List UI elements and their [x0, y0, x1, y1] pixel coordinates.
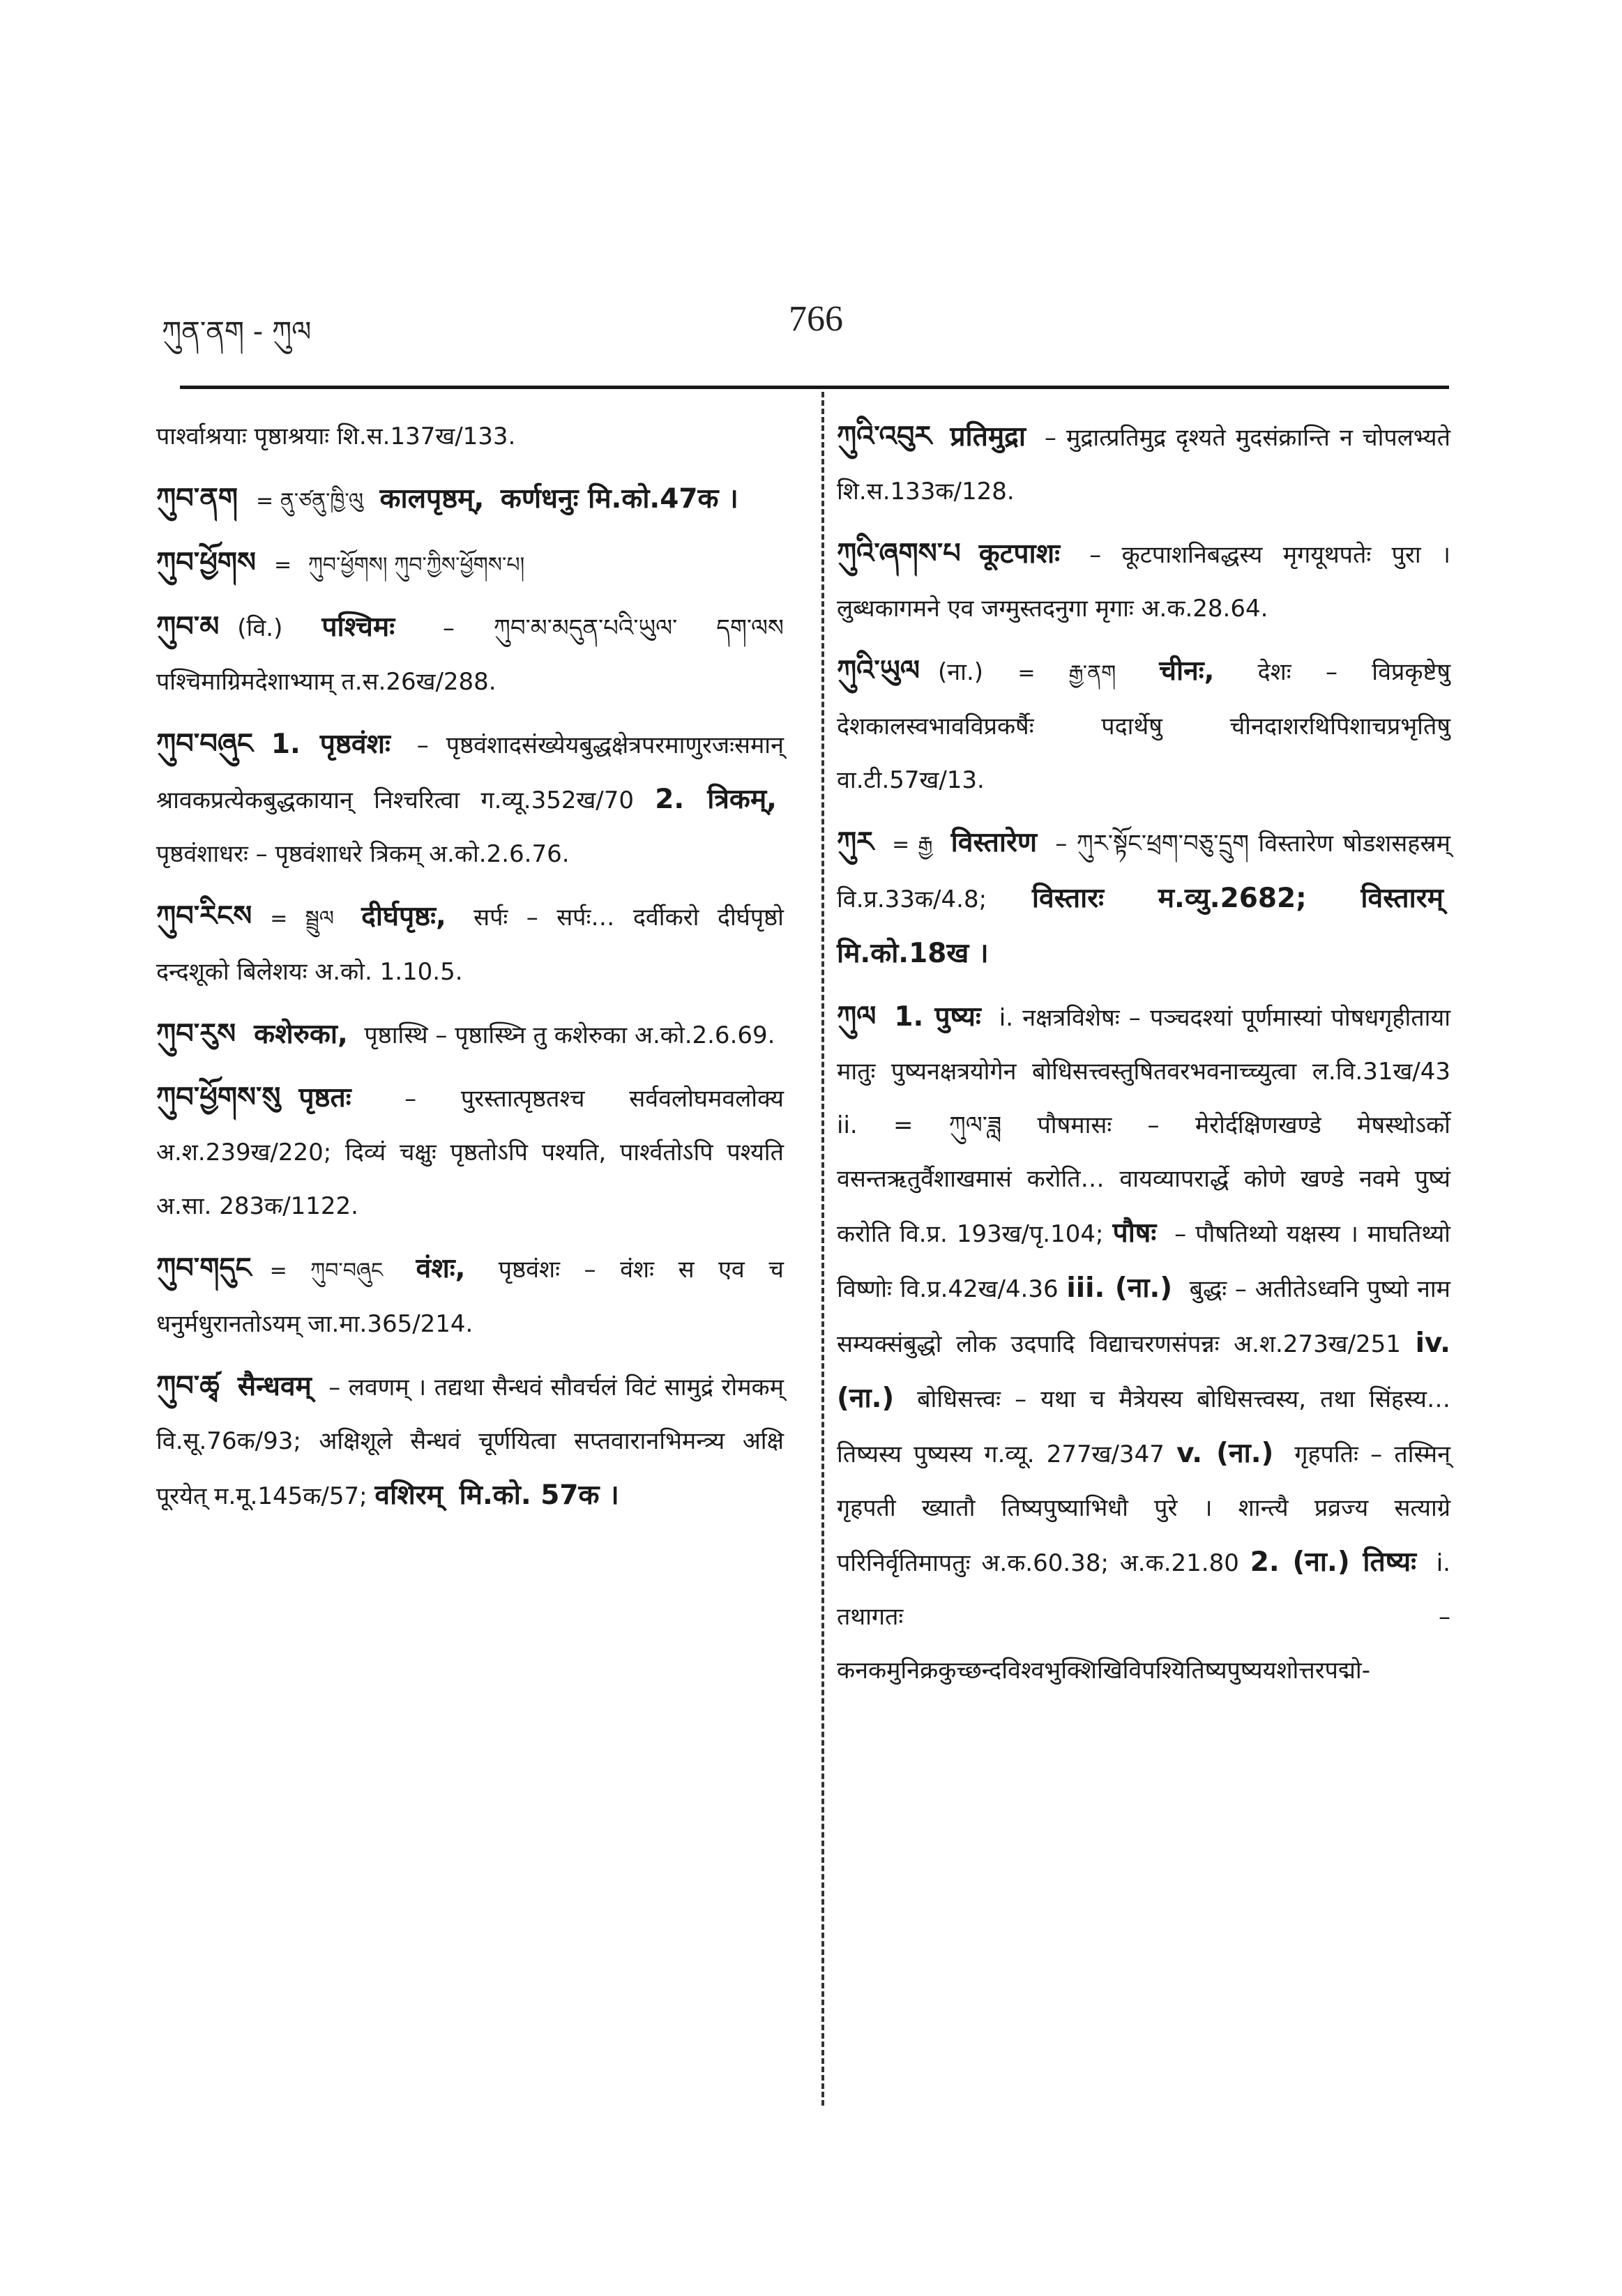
- definition-text: बुद्धः – अतीतेऽध्वनि पुष्यो नाम सम्यक्संबुद्धो लोक उदपादि विद्याचरणसंपन्नः अ.श.273ख/251: [837, 1275, 1450, 1358]
- headword: ཀུབ་ཕྱོགས་སུ: [156, 1081, 281, 1113]
- dictionary-entry: [156, 890, 784, 999]
- tibetan-equivalent: ཀུབ་ཕྱོགས། ཀུབ་ཀྱིས་ཕྱོགས་པ།: [308, 553, 525, 577]
- dictionary-entry: [837, 816, 1450, 982]
- sanskrit-equivalent: दीर्घपृष्ठः,: [361, 901, 467, 932]
- headword: ཀུབ་རིངས: [156, 900, 252, 932]
- dictionary-entry: [156, 472, 784, 528]
- sanskrit-equivalent: मि.को. 57क ।: [459, 1480, 619, 1511]
- sanskrit-equivalent: 2. (ना.) तिष्यः: [1250, 1546, 1430, 1578]
- dictionary-entry: [837, 410, 1450, 519]
- definition-text: – पुरस्तात्पृष्ठतश्च सर्ववलोघमवलोक्य अ.श.239ख/220; दिव्यं चक्षुः पृष्ठतोऽपि पश्यति, पार्श्वतोऽपि पश्यति अ.सा. 283क/1122.: [156, 1085, 784, 1220]
- sanskrit-equivalent: म.व्यु.2682;: [1158, 883, 1354, 914]
- sanskrit-equivalent: iv. (ना.): [837, 1328, 1450, 1414]
- definition-text: – लवणम् । तद्यथा सैन्धवं सौवर्चलं विटं सामुद्रं रोमकम् वि.सू.76क/93; अक्षिशूले सैन्धवं चूर्णयित्वा सप्तवारानभिमन्त्र्य अक्षि पूरयेत् म.मू.145क/57;: [156, 1374, 784, 1510]
- definition-text: (वि.): [237, 614, 322, 642]
- definition-text: – मुद्रात्प्रतिमुद्र दृश्यते मुदसंक्रान्ति न चोपलभ्यते शि.स.133क/128.: [837, 424, 1451, 505]
- sanskrit-equivalent: पश्चिमः: [321, 611, 436, 643]
- running-head: ཀུན་ནག - ཀུལ: [162, 316, 312, 348]
- sanskrit-equivalent: 1. पृष्ठवंशः: [271, 729, 410, 760]
- definition-text: – ཀུབ་མ་མདུན་པའི་ཡུལ་ དག་ལས पश्चिमाग्रिमदेशाभ्याम् त.स.26ख/288.: [156, 614, 784, 696]
- dictionary-entry: [156, 600, 784, 709]
- sanskrit-equivalent: वंशः,: [416, 1253, 492, 1284]
- tibetan-equivalent: = ཀུབ་བཞུང: [269, 1259, 407, 1283]
- sanskrit-equivalent: कालपृष्ठम्,: [379, 483, 494, 515]
- definition-text: बोधिसत्त्वः – यथा च मैत्रेयस्य बोधिसत्त्वस्य, तथा सिंहस्य… तिष्यस्य पुष्यस्य ग.व्यू. 277ख/347: [837, 1385, 1450, 1468]
- right-column: [837, 410, 1450, 1706]
- tibetan-equivalent: = རྒྱ: [892, 833, 941, 857]
- definition-text: पृष्ठास्थि – पृष्ठास्थ्नि तु कशेरुका अ.को.2.6.69.: [364, 1021, 775, 1049]
- definition-text: – पृष्ठवंशादसंख्येयबुद्धक्षेत्रपरमाणुरजःसमान् श्रावकप्रत्येकबुद्धकायान् निश्चरित्वा ग.व्यू.352ख/70: [156, 731, 784, 814]
- tibetan-equivalent: = ནུ་ཙནུ་ཁྱི་ལུ: [256, 489, 370, 513]
- sanskrit-equivalent: विस्तारम्: [1360, 883, 1443, 914]
- headword: ཀུའི་ཞགས་པ: [837, 538, 961, 570]
- dictionary-entry: [156, 1008, 784, 1063]
- sanskrit-equivalent: v. (ना.): [1176, 1438, 1288, 1469]
- definition-text: – कूटपाशनिबद्धस्य मृगयूथपतेः पुरा । लुब्धकागमने एव जग्मुस्तदनुगा मृगाः अ.क.28.64.: [837, 541, 1450, 623]
- headword: ཀུལ: [837, 1001, 877, 1033]
- definition-text: देशः – विप्रकृष्टेषु देशकालस्वभावविप्रकर्षैः पदार्थेषु चीनदाशरथिपिशाचप्रभृतिषु वा.टी.57ख/13.: [837, 658, 1450, 794]
- dictionary-entry: [837, 527, 1450, 636]
- sanskrit-equivalent: सैन्धवम्: [237, 1371, 322, 1402]
- sanskrit-equivalent: कशेरुका,: [254, 1019, 358, 1050]
- sanskrit-equivalent: विस्तारः: [1031, 883, 1151, 914]
- tibetan-equivalent: = སྦྲུལ: [270, 906, 352, 931]
- headword: ཀུབ་ཚྭ: [156, 1370, 220, 1402]
- sanskrit-equivalent: iii. (ना.): [1066, 1272, 1183, 1304]
- definition-text: पृष्ठवंशः – वंशः स एव च धनुर्मधुरानतोऽयम् जा.मा.365/214.: [156, 1256, 784, 1338]
- column-divider: [821, 392, 824, 2106]
- sanskrit-equivalent: पृष्ठतः: [298, 1082, 398, 1113]
- sanskrit-equivalent: कूटपाशः: [978, 538, 1083, 570]
- definition-text: – पौषतिथ्यो यक्षस्य । माघतिथ्यो विष्णोः वि.प्र.42ख/4.36: [837, 1220, 1450, 1303]
- headword: ཀུར: [837, 826, 874, 858]
- definition-text: गृहपतिः – तस्मिन् गृहपती ख्यातौ तिष्यपुष्याभिधौ पुरे । शान्त्यै प्रव्रज्य सत्याग्रे परिनिर्वृतिमापतुः अ.क.60.38; अ.क.21.80: [837, 1440, 1450, 1577]
- page-number: 766: [789, 299, 843, 339]
- sanskrit-equivalent: 2. त्रिकम्,: [655, 784, 777, 815]
- dictionary-entry: [156, 536, 784, 592]
- dictionary-entry: [156, 410, 784, 464]
- definition-text: पार्श्वाश्रयाः पृष्ठाश्रयाः शि.स.137ख/133.: [156, 423, 516, 450]
- dictionary-entry: [156, 717, 784, 881]
- headword: ཀུའི་འབུར: [837, 420, 932, 453]
- headword: ཀུབ་ཕྱོགས: [156, 547, 256, 579]
- sanskrit-equivalent: प्रतिमुद्रा: [950, 421, 1038, 453]
- sanskrit-equivalent: 1. पुष्यः: [894, 1001, 992, 1033]
- headword: ཀུབ་རུས: [156, 1018, 236, 1050]
- dictionary-entry: [837, 990, 1450, 1698]
- definition-text: पृष्ठवंशाधरः – पृष्ठवंशाधरे त्रिकम् अ.को.2.6.76.: [156, 840, 570, 868]
- dictionary-entry: [156, 1360, 784, 1523]
- dictionary-entry: [837, 644, 1450, 807]
- sanskrit-equivalent: पौषः: [1112, 1217, 1168, 1249]
- definition-text: सर्पः – सर्पः… दर्वीकरो दीर्घपृष्ठो दन्दशूको बिलेशयः अ.को. 1.10.5.: [156, 904, 784, 986]
- definition-text: ii. = ཀུལ་ཟླ: [837, 1111, 1038, 1139]
- definition-text: (ना.): [938, 658, 1018, 686]
- definition-text: i. नक्षत्रविशेषः – पञ्चदश्यां पूर्णमास्यां पोषधगृहीताया मातुः पुष्यनक्षत्रयोगेन बोधिसत्त्वस्तुषितवरभवनाच्च्युत्वा ल.वि.31ख/43: [837, 1004, 1451, 1086]
- definition-text: i. तथागतः – कनकमुनिक्रकुच्छन्दविश्वभुक्शिखिविपश्यितिष्यपुष्ययशोत्तरपद्मो-: [837, 1549, 1450, 1685]
- sanskrit-equivalent: चीनः,: [1159, 655, 1251, 687]
- tibetan-equivalent: =: [274, 553, 298, 577]
- dictionary-entry: [156, 1242, 784, 1351]
- headword: ཀུབ་ནག: [156, 482, 238, 515]
- sanskrit-equivalent: विस्तारेण: [950, 827, 1049, 858]
- headword: ཀུའི་ཡུལ: [837, 655, 920, 687]
- sanskrit-equivalent: वशिरम्: [374, 1480, 453, 1511]
- definition-text: पौषमासः – मेरोर्दक्षिणखण्डे मेषस्थोऽर्को वसन्तऋतुर्वैशाखमासं करोति… वायव्यापरार्द्धे कोणे खण्डे नवमे पुष्यं करोति वि.प्र. 193ख/पृ.104;: [837, 1111, 1450, 1248]
- left-column: [156, 410, 784, 1532]
- sanskrit-equivalent: कर्णधनुः मि.को.47क ।: [500, 483, 738, 515]
- definition-text: – ཀུར་སྟོང་ཕྲག་བཅུ་དྲུག विस्तारेण षोडशसहस्रम् वि.प्र.33क/4.8;: [837, 830, 1450, 913]
- sanskrit-equivalent: मि.को.18ख ।: [837, 938, 989, 969]
- header-rule: [180, 386, 1449, 389]
- headword: ཀུབ་བཞུང: [156, 728, 253, 760]
- dictionary-entry: [156, 1071, 784, 1233]
- headword: ཀུབ་མ: [156, 611, 220, 643]
- tibetan-equivalent: = རྒྱ་ནག: [1017, 661, 1150, 685]
- headword: ཀུབ་གདུང: [156, 1252, 252, 1284]
